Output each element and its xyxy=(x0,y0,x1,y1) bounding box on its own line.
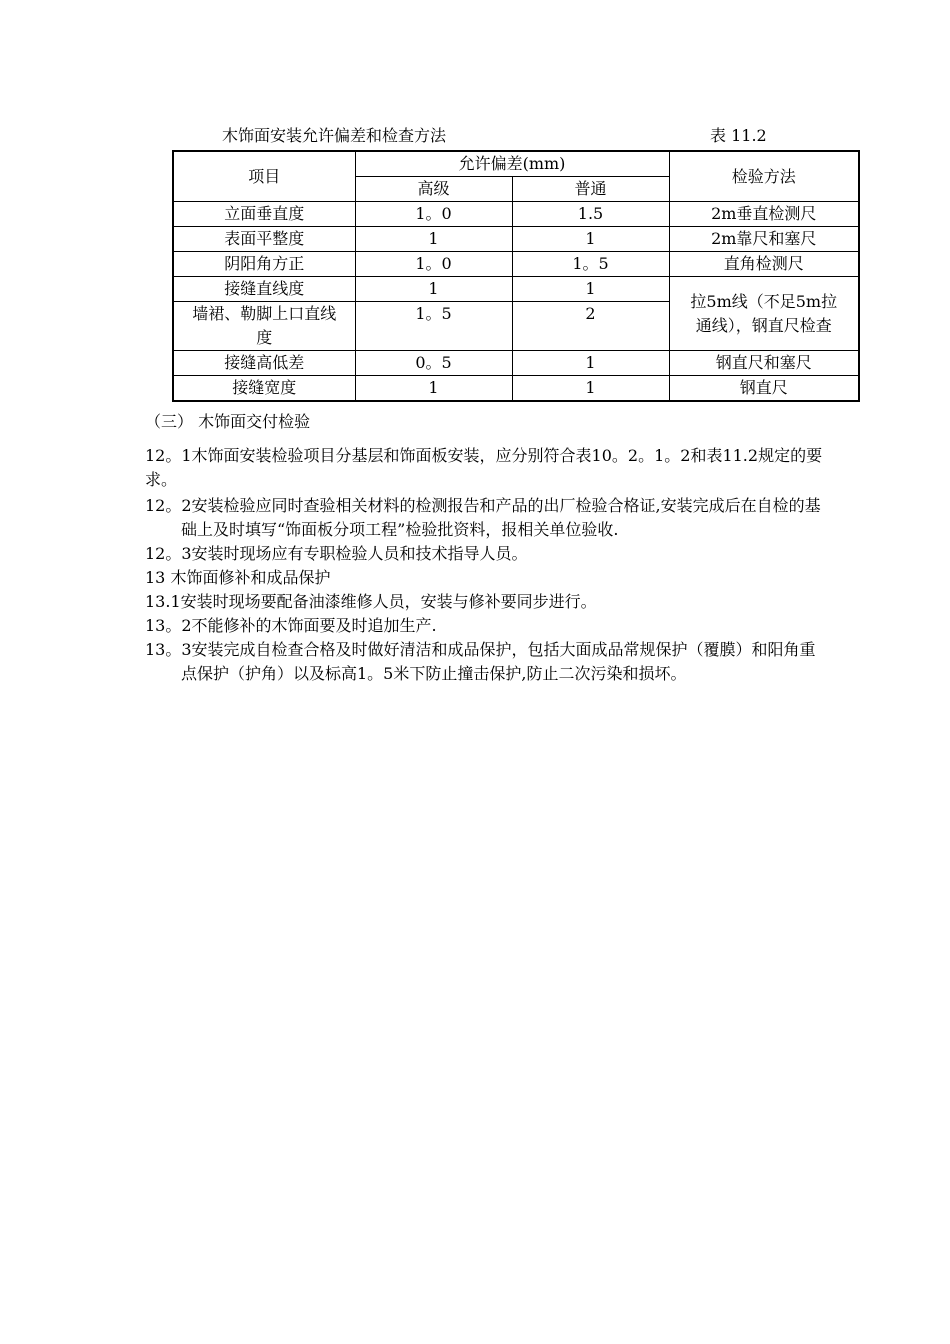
paragraph: 13。2不能修补的木饰面要及时追加生产. xyxy=(145,616,437,635)
table-number: 表 11.2 xyxy=(710,126,767,145)
table-header-row xyxy=(173,151,859,177)
header-method: 检验方法 xyxy=(669,151,859,202)
cell-method: 钢直尺 xyxy=(669,376,859,402)
section-heading: 13 木饰面修补和成品保护 xyxy=(145,568,331,587)
cell-item: 立面垂直度 xyxy=(173,202,355,227)
cell-method: 2m靠尺和塞尺 xyxy=(669,227,859,252)
cell-normal: 1 xyxy=(512,227,669,252)
cell-high: 1。0 xyxy=(355,202,512,227)
header-item: 项目 xyxy=(173,151,355,202)
cell-method: 直角检测尺 xyxy=(669,252,859,277)
header-high: 高级 xyxy=(355,177,512,202)
header-tolerance: 允许偏差(mm) xyxy=(355,151,669,177)
paragraph: 12。2安装检验应同时查验相关材料的检测报告和产品的出厂检验合格证,安装完成后在自检的基础上及时填写“饰面板分项工程”检验批资料，报相关单位验收. xyxy=(145,496,821,539)
cell-high: 0。5 xyxy=(355,351,512,376)
cell-method: 2m垂直检测尺 xyxy=(669,202,859,227)
table-row xyxy=(173,277,859,302)
header-normal: 普通 xyxy=(512,177,669,202)
table-row xyxy=(173,376,859,402)
table-row xyxy=(173,351,859,376)
table-row xyxy=(173,252,859,277)
cell-method: 钢直尺和塞尺 xyxy=(669,351,859,376)
cell-normal: 1 xyxy=(512,351,669,376)
cell-method-merged: 拉5m线（不足5m拉通线），钢直尺检查 xyxy=(669,277,859,351)
cell-item: 阴阳角方正 xyxy=(173,252,355,277)
cell-normal: 1 xyxy=(512,277,669,302)
cell-high: 1 xyxy=(355,277,512,302)
paragraph: 12。3安装时现场应有专职检验人员和技术指导人员。 xyxy=(145,544,528,563)
body-text xyxy=(145,410,825,686)
cell-item: 墙裙、勒脚上口直线度 xyxy=(173,302,355,351)
cell-item: 接缝高低差 xyxy=(173,351,355,376)
table-row xyxy=(173,227,859,252)
cell-normal: 1 xyxy=(512,376,669,402)
paragraph: 12。1木饰面安装检验项目分基层和饰面板安装，应分别符合表10。2。1。2和表11.2规定的要求。 xyxy=(145,446,823,489)
paragraph: 13。3安装完成自检查合格及时做好清洁和成品保护，包括大面成品常规保护（覆膜）和阳角重点保护（护角）以及标高1。5米下防止撞击保护,防止二次污染和损坏。 xyxy=(145,640,816,683)
cell-high: 1 xyxy=(355,227,512,252)
cell-high: 1。0 xyxy=(355,252,512,277)
table-title: 木饰面安装允许偏差和检查方法 xyxy=(222,126,447,145)
tolerance-table xyxy=(172,150,860,402)
cell-item: 接缝宽度 xyxy=(173,376,355,402)
section-heading: （三） 木饰面交付检验 xyxy=(145,412,311,431)
cell-high: 1 xyxy=(355,376,512,402)
paragraph: 13.1安装时现场要配备油漆维修人员，安装与修补要同步进行。 xyxy=(145,592,597,611)
cell-normal: 1.5 xyxy=(512,202,669,227)
table-row xyxy=(173,202,859,227)
cell-item: 表面平整度 xyxy=(173,227,355,252)
cell-normal: 2 xyxy=(512,302,669,351)
cell-normal: 1。5 xyxy=(512,252,669,277)
cell-high: 1。5 xyxy=(355,302,512,351)
cell-item: 接缝直线度 xyxy=(173,277,355,302)
